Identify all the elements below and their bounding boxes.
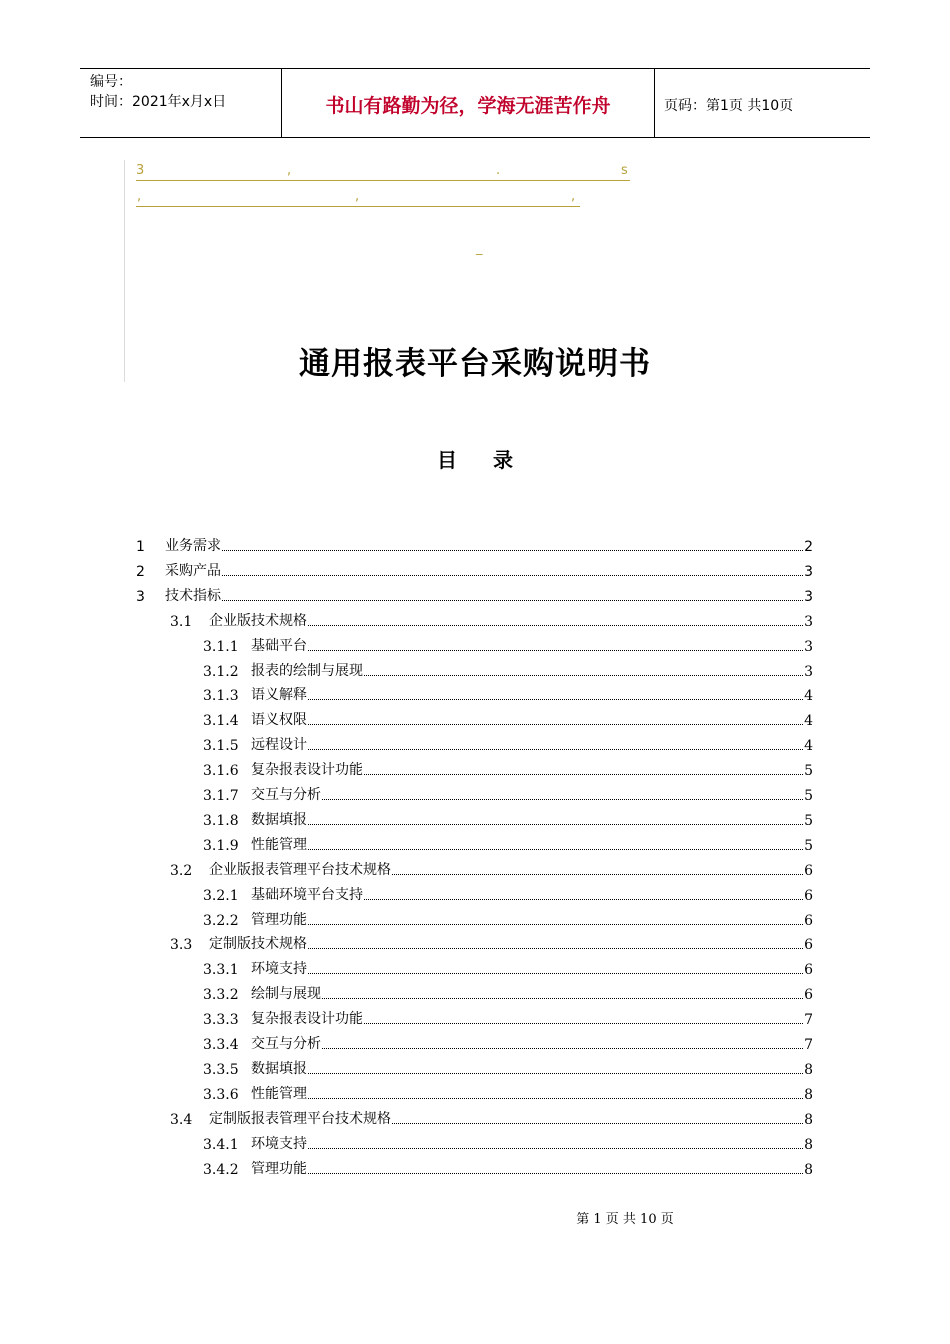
toc-entry-label: 企业版技术规格: [209, 612, 307, 629]
garbled-char: _: [476, 241, 483, 256]
toc-entry-label: 管理功能: [251, 911, 307, 928]
toc-leader-dots: [392, 874, 803, 875]
toc-entry-number: 3.1.7: [203, 788, 239, 804]
toc-entry-number: 3.3.4: [203, 1037, 239, 1053]
toc-entry[interactable]: [203, 1081, 813, 1103]
toc-entry-label: 环境支持: [251, 961, 307, 978]
toc-entry-page: 7: [804, 1012, 813, 1029]
toc-entry-page: 3: [804, 613, 813, 630]
toc-entry-label: 语义解释: [251, 687, 307, 704]
toc-leader-dots: [308, 749, 803, 750]
toc-leader-dots: [308, 699, 803, 700]
toc-entry[interactable]: [203, 956, 813, 978]
toc-entry-number: 1: [136, 539, 145, 555]
toc-entry-page: 8: [804, 1161, 813, 1178]
toc-leader-dots: [308, 625, 803, 626]
toc-entry-number: 3.2.1: [203, 887, 239, 904]
toc-entry-page: 3: [804, 563, 813, 580]
toc-entry[interactable]: [203, 807, 813, 829]
toc-entry-label: 复杂报表设计功能: [251, 1011, 363, 1028]
toc-entry-page: 5: [804, 763, 813, 780]
toc-entry-page: 2: [804, 539, 813, 555]
footer-page-number: 第 1 页 共 10 页: [576, 1212, 674, 1227]
toc-entry[interactable]: [136, 583, 813, 605]
toc-entry-number: 3.1.1: [203, 638, 239, 655]
garbled-char: ,: [355, 189, 360, 204]
toc-entry-label: 定制版报表管理平台技术规格: [209, 1110, 391, 1127]
toc-entry[interactable]: [203, 832, 813, 854]
toc-leader-dots: [308, 849, 803, 850]
garbled-char: ,: [137, 189, 142, 204]
toc-entry-number: 3.4: [170, 1111, 193, 1128]
toc-entry-label: 复杂报表设计功能: [251, 762, 363, 779]
toc-leader-dots: [222, 575, 803, 576]
toc-leader-dots: [364, 899, 803, 900]
toc-leader-dots: [308, 1173, 803, 1174]
toc-entry[interactable]: [203, 1031, 813, 1053]
toc-entry[interactable]: [203, 1156, 813, 1178]
toc-entry-page: 7: [804, 1037, 813, 1053]
toc-entry-page: 5: [804, 837, 813, 854]
toc-entry-label: 交互与分析: [251, 1036, 321, 1052]
toc-leader-dots: [308, 724, 803, 725]
toc-entry[interactable]: [203, 1056, 813, 1078]
toc-entry-label: 绘制与展现: [251, 986, 321, 1003]
serial-label: 编号：: [90, 74, 132, 90]
toc-entry[interactable]: [136, 533, 813, 555]
toc-entry-page: 3: [804, 638, 813, 655]
toc-entry-page: 8: [804, 1061, 813, 1078]
gold-underline-1: [136, 180, 630, 181]
toc-entry-number: 3.1.3: [203, 688, 239, 705]
toc-leader-dots: [364, 675, 803, 676]
toc-leader-dots: [308, 973, 803, 974]
toc-entry-number: 3.3.5: [203, 1061, 239, 1078]
toc-entry-number: 3.1.2: [203, 663, 239, 680]
toc-entry-number: 3.3.2: [203, 987, 239, 1004]
garbled-char: s: [621, 163, 628, 178]
toc-entry-page: 4: [804, 688, 813, 705]
header-right-cell: [654, 69, 870, 137]
time-label: 时间：2021年x月x日: [90, 94, 227, 110]
toc-leader-dots: [322, 1048, 803, 1049]
toc-entry[interactable]: [203, 658, 813, 680]
toc-entry-number: 3.2.2: [203, 912, 239, 929]
toc-leader-dots: [222, 600, 803, 601]
toc-entry-page: 4: [804, 713, 813, 730]
toc-entry-label: 业务需求: [165, 538, 221, 554]
toc-entry-label: 基础平台: [251, 637, 307, 654]
toc-entry[interactable]: [170, 931, 813, 953]
toc-entry-number: 3.1.8: [203, 812, 239, 829]
toc-entry-number: 3: [136, 588, 145, 605]
gold-underline-2: [136, 206, 580, 207]
toc-entry-page: 3: [804, 663, 813, 680]
toc-entry-number: 3.1.9: [203, 837, 239, 854]
toc-entry[interactable]: [203, 882, 813, 904]
toc-entry-label: 远程设计: [251, 737, 307, 754]
toc-heading: 目录: [437, 448, 549, 472]
toc-leader-dots: [308, 824, 803, 825]
toc-entry-number: 3.3.3: [203, 1012, 239, 1029]
page-info: 页码：第1页 共10页: [664, 98, 794, 114]
toc-entry[interactable]: [203, 732, 813, 754]
toc-entry[interactable]: [203, 682, 813, 704]
toc-leader-dots: [308, 1098, 803, 1099]
motto-text: 书山有路勤为径，学海无涯苦作舟: [325, 95, 611, 117]
toc-entry[interactable]: [203, 1006, 813, 1028]
toc-entry-label: 数据填报: [251, 1060, 307, 1077]
toc-entry-page: 5: [804, 788, 813, 804]
toc-entry[interactable]: [203, 707, 813, 729]
toc-entry-number: 3.1: [170, 613, 193, 630]
toc-entry-label: 管理功能: [251, 1160, 307, 1177]
toc-entry-number: 3.1.5: [203, 738, 239, 755]
toc-entry-label: 环境支持: [251, 1135, 307, 1152]
toc-entry-page: 3: [804, 588, 813, 605]
garbled-char: .: [496, 163, 501, 178]
toc-entry[interactable]: [170, 608, 813, 630]
toc-entry[interactable]: [203, 981, 813, 1003]
toc-leader-dots: [364, 774, 803, 775]
toc-entry-page: 5: [804, 812, 813, 829]
toc-entry-number: 3.3.1: [203, 962, 239, 979]
toc-leader-dots: [222, 550, 803, 551]
header-table: [80, 68, 870, 138]
toc-entry-label: 基础环境平台支持: [251, 886, 363, 903]
toc-entry-number: 2: [136, 563, 145, 580]
toc-entry-page: 8: [804, 1086, 813, 1103]
toc-entry-page: 6: [804, 962, 813, 979]
toc-leader-dots: [322, 799, 803, 800]
toc-entry[interactable]: [203, 1131, 813, 1153]
toc-leader-dots: [308, 924, 803, 925]
garbled-char: 3: [136, 163, 145, 178]
toc-leader-dots: [308, 1073, 803, 1074]
toc-entry-page: 6: [804, 912, 813, 929]
toc-entry[interactable]: [203, 782, 813, 804]
toc-leader-dots: [308, 1148, 803, 1149]
toc-entry-label: 语义权限: [251, 712, 307, 729]
toc-entry[interactable]: [170, 857, 813, 879]
toc-entry-number: 3.3: [170, 937, 193, 954]
garbled-char: ,: [571, 189, 576, 204]
toc-entry-number: 3.2: [170, 862, 193, 879]
toc-entry-page: 4: [804, 738, 813, 755]
toc-entry-label: 数据填报: [251, 811, 307, 828]
toc-entry-page: 6: [804, 862, 813, 879]
toc-entry[interactable]: [136, 558, 813, 580]
toc-entry-label: 交互与分析: [251, 787, 321, 803]
toc-leader-dots: [308, 650, 803, 651]
toc-entry[interactable]: [170, 1106, 813, 1128]
toc-entry-number: 3.1.6: [203, 763, 239, 780]
toc-entry-label: 定制版技术规格: [209, 936, 307, 953]
toc-entry-page: 6: [804, 937, 813, 954]
header-motto-cell: [281, 69, 655, 137]
toc-entry-label: 性能管理: [251, 1085, 307, 1102]
toc-leader-dots: [322, 998, 803, 999]
toc-entry-label: 性能管理: [251, 836, 307, 853]
toc-entry-number: 3.1.4: [203, 713, 239, 730]
toc-entry-number: 3.3.6: [203, 1086, 239, 1103]
toc-entry-label: 技术指标: [165, 587, 221, 604]
toc-entry-label: 采购产品: [165, 562, 221, 579]
toc-leader-dots: [308, 948, 803, 949]
toc-entry-label: 报表的绘制与展现: [251, 662, 363, 679]
header-left-cell: [80, 69, 280, 137]
toc-entry[interactable]: [203, 633, 813, 655]
toc-entry-label: 企业版报表管理平台技术规格: [209, 861, 391, 878]
toc-entry[interactable]: [203, 907, 813, 929]
toc-entry-page: 8: [804, 1111, 813, 1128]
toc-entry-number: 3.4.2: [203, 1161, 239, 1178]
document-title: 通用报表平台采购说明书: [299, 346, 651, 382]
toc-entry-page: 8: [804, 1136, 813, 1153]
toc-entry[interactable]: [203, 757, 813, 779]
toc-entry-number: 3.4.1: [203, 1136, 239, 1153]
garbled-char: ,: [287, 163, 292, 178]
toc-entry-page: 6: [804, 887, 813, 904]
toc-leader-dots: [392, 1123, 803, 1124]
toc-leader-dots: [364, 1023, 803, 1024]
toc-entry-page: 6: [804, 987, 813, 1004]
